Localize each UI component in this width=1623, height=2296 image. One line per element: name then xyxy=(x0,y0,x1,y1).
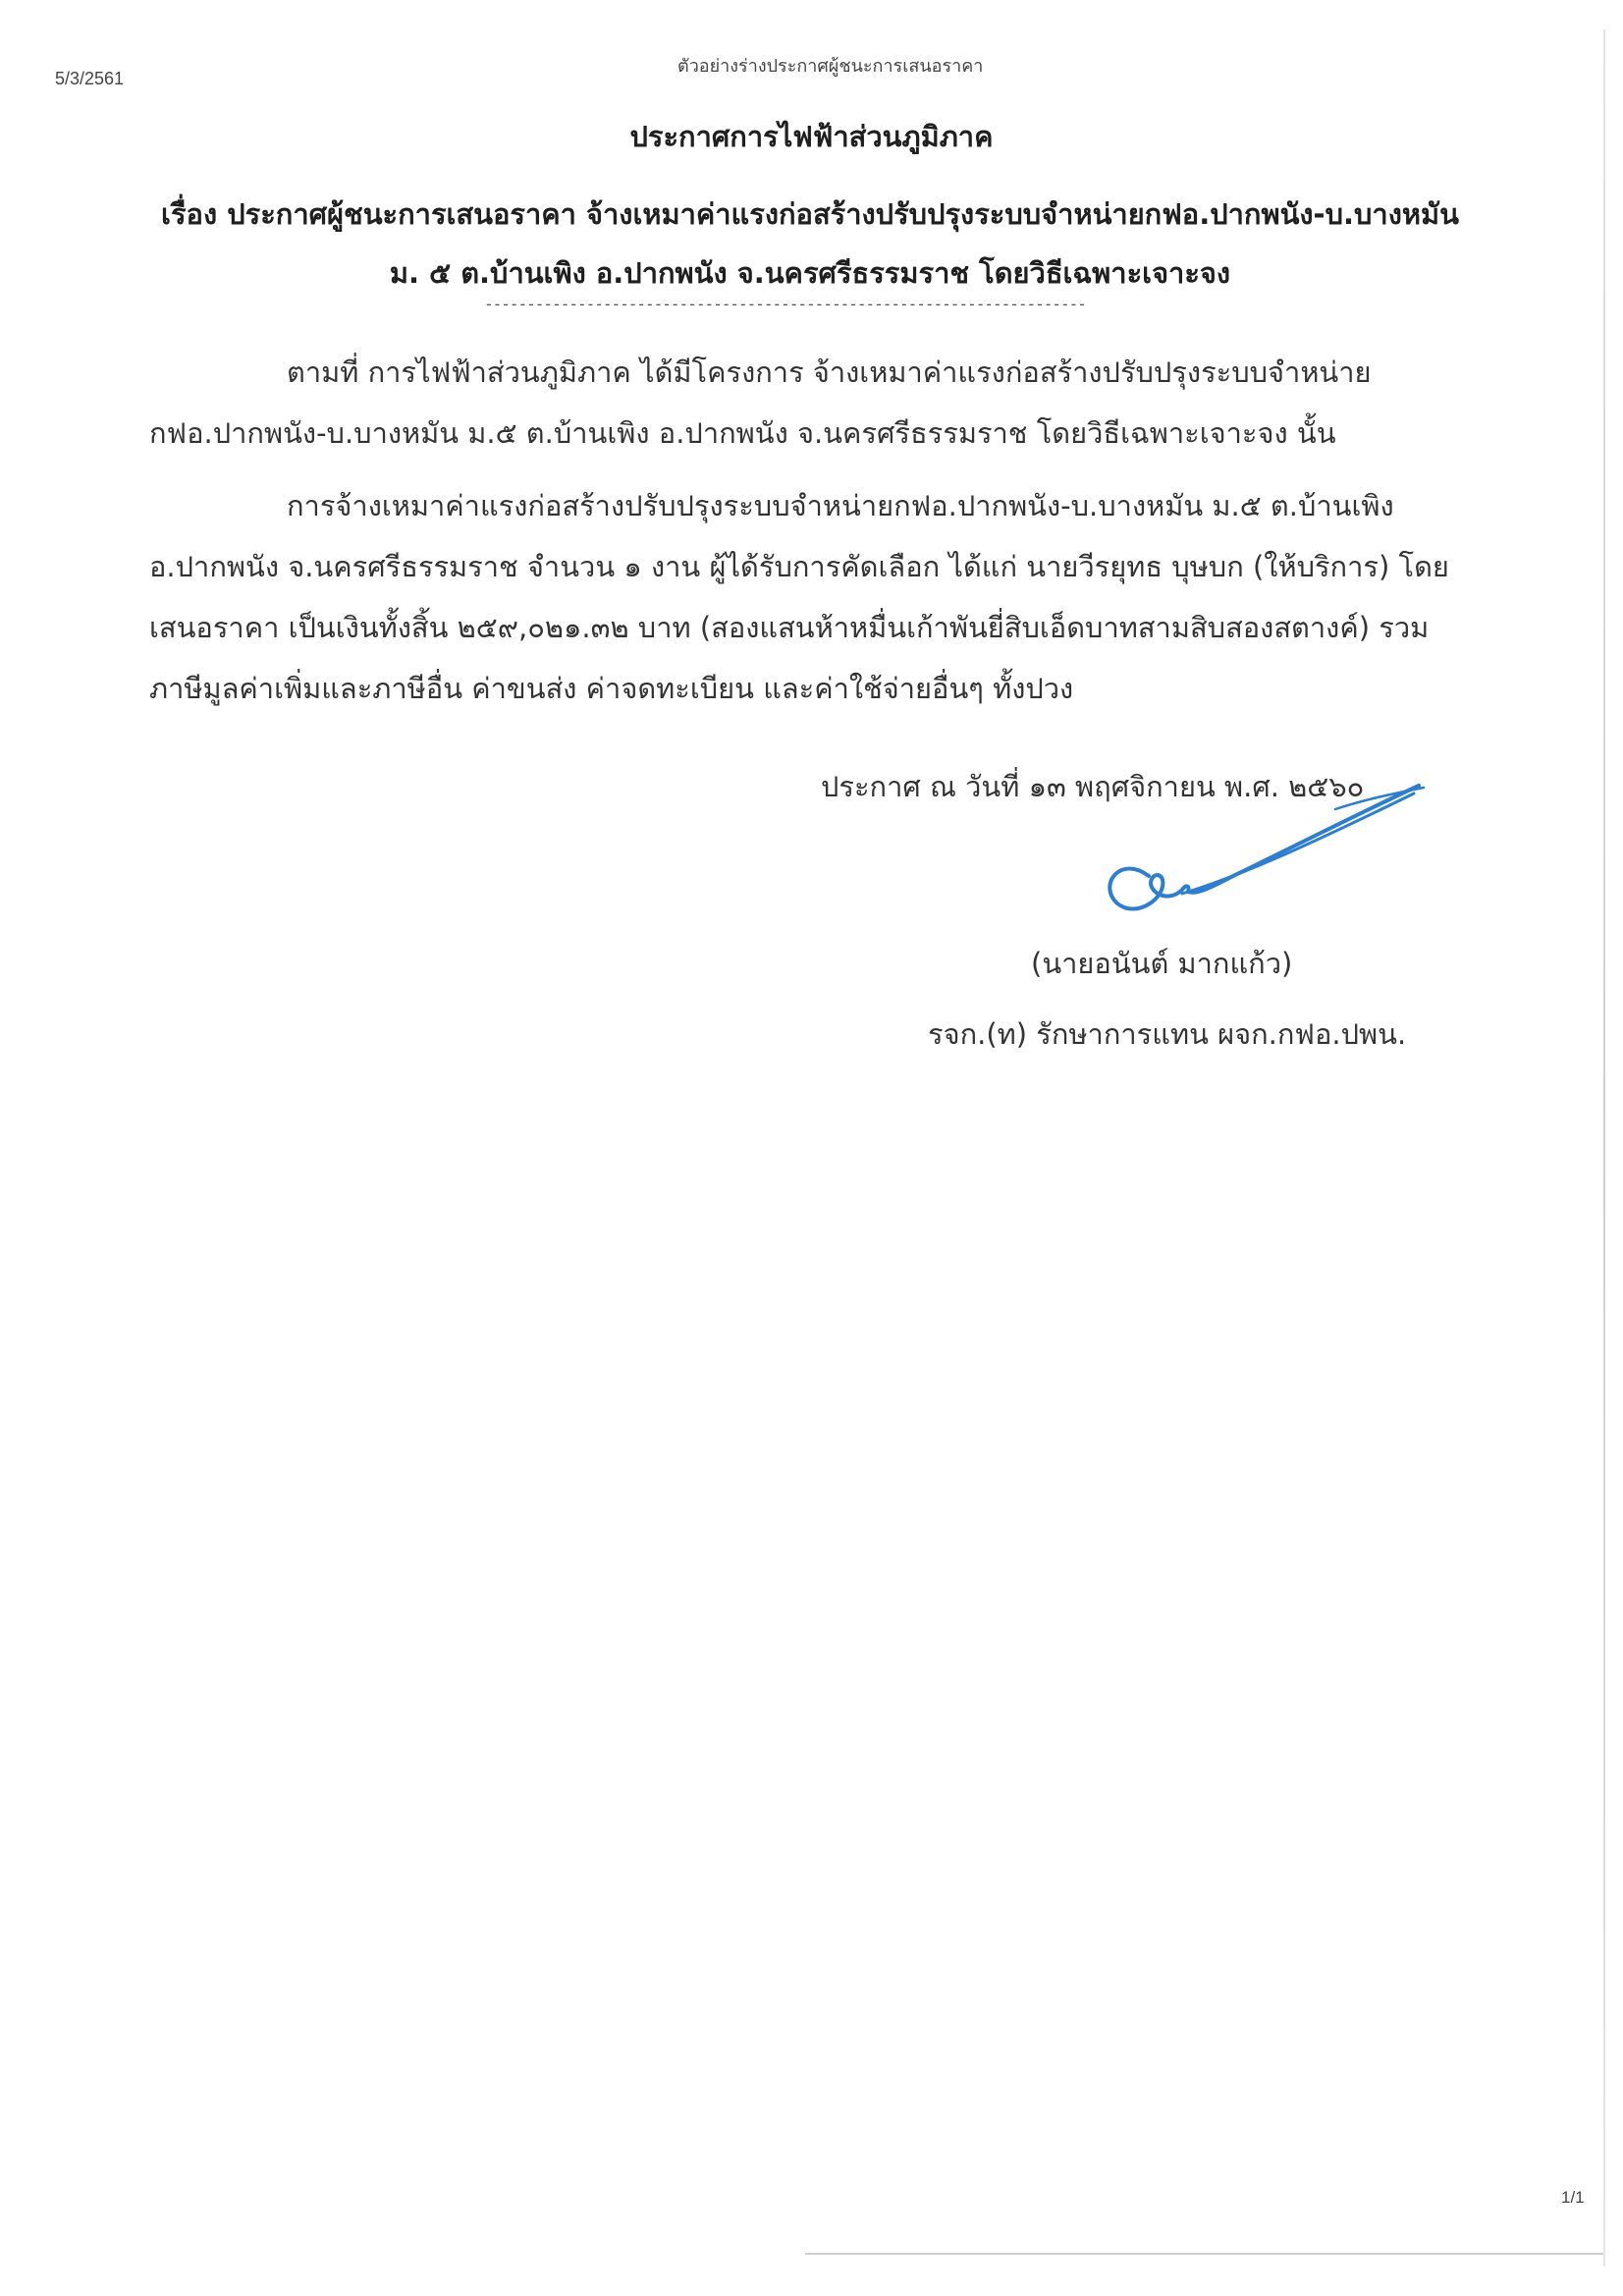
body-paragraph: ตามที่ การไฟฟ้าส่วนภูมิภาค ได้มีโครงการ จ้างเหมาค่าแรงก่อสร้างปรับปรุงระบบจำหน่าย กฟอ.ปากพนัง-บ.บางหมัน ม.๕ ต.บ้านเพิง อ.ปากพนัง จ.นครศรีธรรมราช โดยวิธีเฉพาะเจาะจง นั้น xyxy=(149,355,1372,450)
announcement-subject: เรื่อง ประกาศผู้ชนะการเสนอราคา จ้างเหมาค่าแรงก่อสร้างปรับปรุงระบบจำหน่ายกฟอ.ปากพนัง-บ.บางหมัน ม. ๕ ต.บ้านเพิง อ.ปากพนัง จ.นครศรีธรรมราช โดยวิธีเฉพาะเจาะจง xyxy=(161,197,1459,290)
scan-edge xyxy=(805,2253,1603,2255)
announcement-title: ประกาศการไฟฟ้าส่วนภูมิภาค xyxy=(629,120,994,153)
body-paragraph: การจ้างเหมาค่าแรงก่อสร้างปรับปรุงระบบจำหน่ายกฟอ.ปากพนัง-บ.บางหมัน ม.๕ ต.บ้านเพิง อ.ปากพนัง จ.นครศรีธรรมราช จำนวน ๑ งาน ผู้ได้รับการคัดเลือก ได้แก่ นายวีรยุทธ บุษบก (ให้บริการ) โดยเสนอราคา เป็นเงินทั้งสิ้น ๒๕๙,๐๒๑.๓๒ บาท (สองแสนห้าหมื่นเก้าพันยี่สิบเอ็ดบาทสามสิบสองสตางค์) รวมภาษีมูลค่าเพิ่มและภาษีอื่น ค่าขนส่ง ค่าจดทะเบียน และค่าใช้จ่ายอื่นๆ ทั้งปวง xyxy=(149,489,1449,705)
page-number: 1/1 xyxy=(1561,2188,1585,2207)
signer-position: รจก.(ท) รักษาการแทน ผจก.กฟอ.ปพน. xyxy=(928,1017,1407,1051)
print-date: 5/3/2561 xyxy=(55,69,125,88)
document-header-title: ตัวอย่างร่างประกาศผู้ชนะการเสนอราคา xyxy=(677,56,984,77)
divider-line: ----------------------------------------------------------------------- xyxy=(484,295,1086,313)
handwritten-signature xyxy=(1080,776,1434,933)
announcement-body xyxy=(149,342,1465,719)
scan-edge xyxy=(1603,29,1605,2267)
announcement-date: ประกาศ ณ วันที่ ๑๓ พฤศจิกายน พ.ศ. ๒๕๖๐ xyxy=(821,770,1365,803)
signer-name: (นายอนันต์ มากแก้ว) xyxy=(1031,947,1293,980)
